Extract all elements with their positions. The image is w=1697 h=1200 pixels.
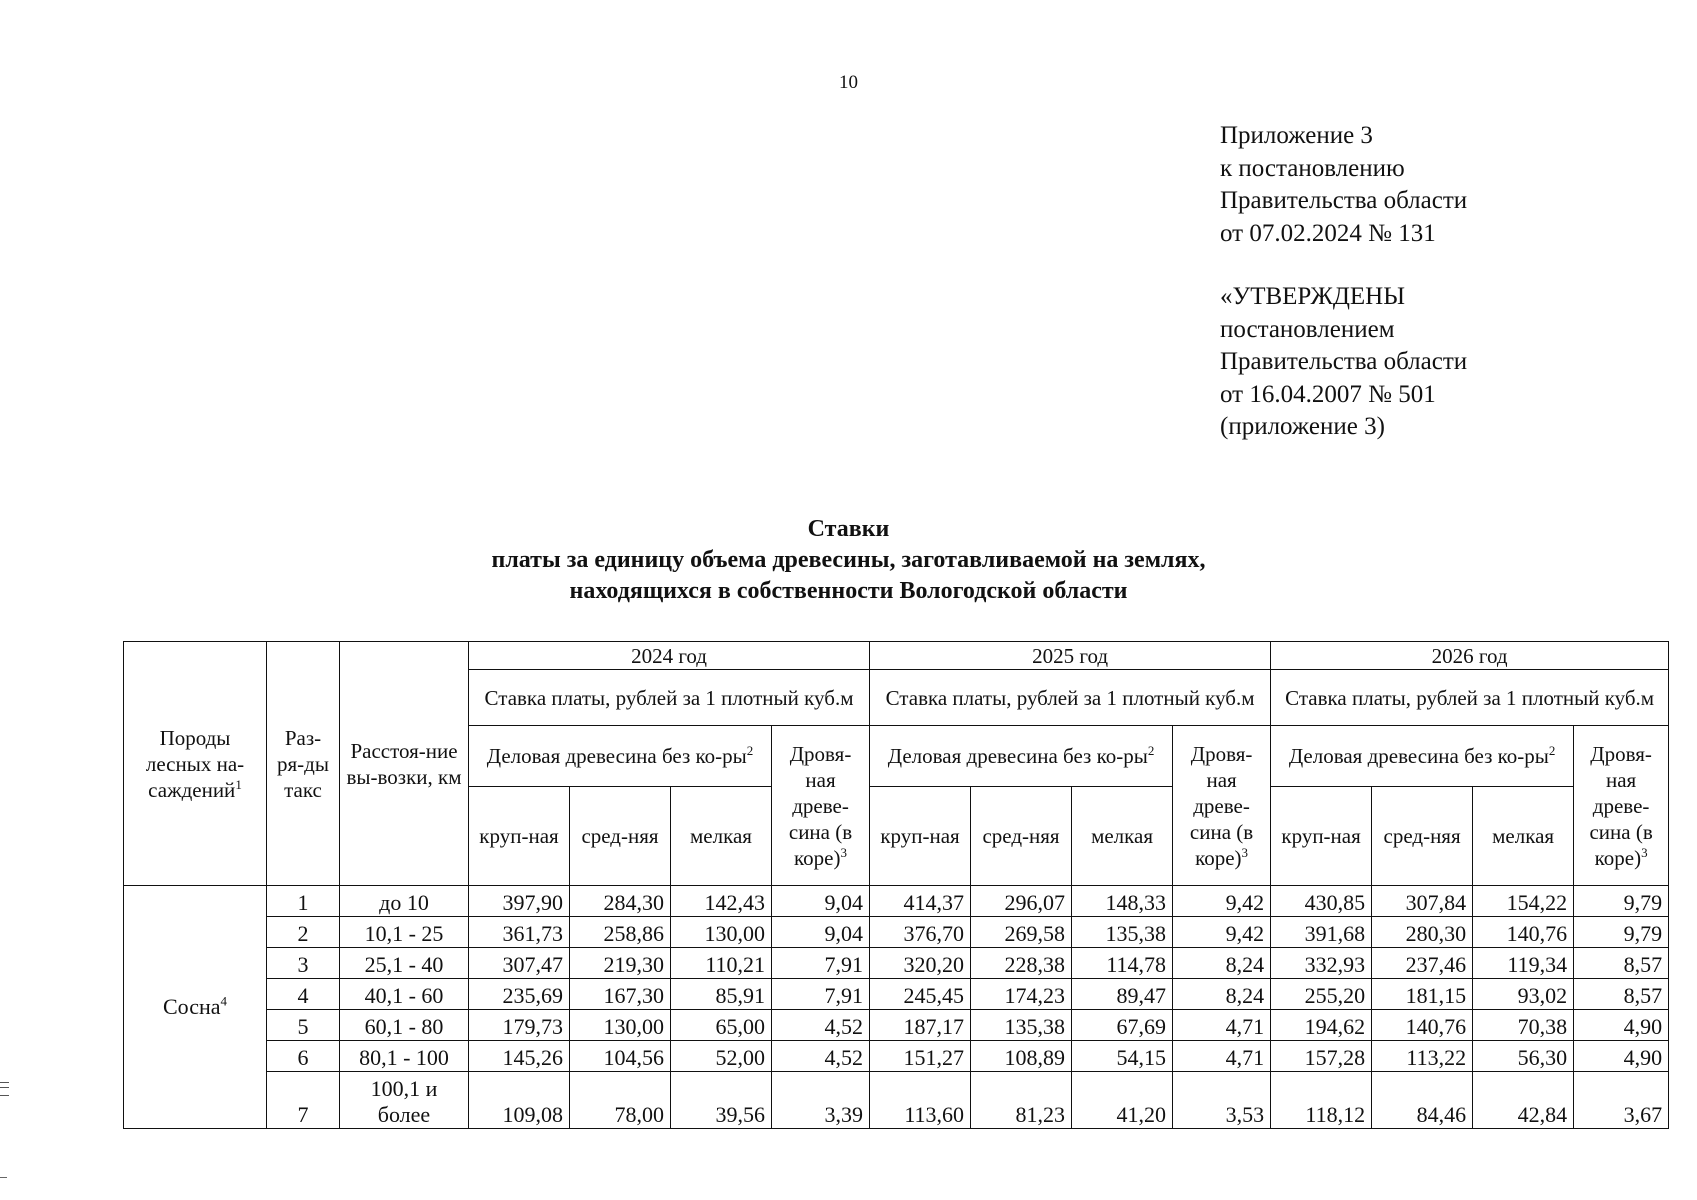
value-cell: 237,46 bbox=[1372, 948, 1473, 979]
value-cell: 81,23 bbox=[971, 1072, 1072, 1129]
value-cell: 130,00 bbox=[570, 1010, 671, 1041]
value-cell: 110,21 bbox=[671, 948, 772, 979]
value-cell: 78,00 bbox=[570, 1072, 671, 1129]
distance-cell: 80,1 - 100 bbox=[340, 1041, 469, 1072]
value-cell: 140,76 bbox=[1372, 1010, 1473, 1041]
header-medium: сред-няя bbox=[971, 787, 1072, 886]
value-cell: 376,70 bbox=[870, 917, 971, 948]
value-cell: 219,30 bbox=[570, 948, 671, 979]
header-large: круп-ная bbox=[469, 787, 570, 886]
header-large: круп-ная bbox=[1271, 787, 1372, 886]
rank-cell: 7 bbox=[267, 1072, 340, 1129]
header-business-wood: Деловая древесина без $ко-ры^2$ bbox=[870, 726, 1173, 787]
header-rate: Ставка платы, рублей за 1 плотный куб.м bbox=[870, 670, 1271, 726]
value-cell: 113,22 bbox=[1372, 1041, 1473, 1072]
appendix-line: Правительства области bbox=[1220, 187, 1468, 214]
value-cell: 9,79 bbox=[1574, 886, 1669, 917]
value-cell: 4,71 bbox=[1173, 1010, 1271, 1041]
header-firewood: Дровя-ная древе-сина (в коре)$^3$ bbox=[772, 726, 870, 886]
rank-cell: 1 bbox=[267, 886, 340, 917]
value-cell: 3,67 bbox=[1574, 1072, 1669, 1129]
value-cell: 245,45 bbox=[870, 979, 971, 1010]
header-rate: Ставка платы, рублей за 1 плотный куб.м bbox=[469, 670, 870, 726]
species-cell: Сосна$^4$ bbox=[124, 886, 267, 1129]
header-small: мелкая bbox=[1072, 787, 1173, 886]
approved-line: «УТВЕРЖДЕНЫ bbox=[1220, 283, 1406, 310]
value-cell: 89,47 bbox=[1072, 979, 1173, 1010]
rank-cell: 4 bbox=[267, 979, 340, 1010]
value-cell: 84,46 bbox=[1372, 1072, 1473, 1129]
value-cell: 4,71 bbox=[1173, 1041, 1271, 1072]
value-cell: 151,27 bbox=[870, 1041, 971, 1072]
rank-cell: 5 bbox=[267, 1010, 340, 1041]
value-cell: 391,68 bbox=[1271, 917, 1372, 948]
scan-edge-mark bbox=[0, 1082, 9, 1096]
value-cell: 167,30 bbox=[570, 979, 671, 1010]
value-cell: 4,90 bbox=[1574, 1010, 1669, 1041]
title-line: платы за единицу объема древесины, заготавливаемой на землях, bbox=[491, 547, 1206, 573]
value-cell: 85,91 bbox=[671, 979, 772, 1010]
appendix-line: от 07.02.2024 № 131 bbox=[1220, 219, 1436, 247]
header-firewood: Дровя-ная древе-сина (в коре)$^3$ bbox=[1173, 726, 1271, 886]
value-cell: 228,38 bbox=[971, 948, 1072, 979]
approved-line: постановлением bbox=[1220, 315, 1395, 343]
value-cell: 145,26 bbox=[469, 1041, 570, 1072]
scan-edge-dash bbox=[0, 1177, 7, 1178]
value-cell: 3,53 bbox=[1173, 1072, 1271, 1129]
value-cell: 142,43 bbox=[671, 886, 772, 917]
value-cell: 135,38 bbox=[1072, 917, 1173, 948]
value-cell: 280,30 bbox=[1372, 917, 1473, 948]
value-cell: 9,42 bbox=[1173, 917, 1271, 948]
value-cell: 157,28 bbox=[1271, 1041, 1372, 1072]
value-cell: 174,23 bbox=[971, 979, 1072, 1010]
table-row bbox=[124, 1041, 1669, 1072]
value-cell: 41,20 bbox=[1072, 1072, 1173, 1129]
value-cell: 430,85 bbox=[1271, 886, 1372, 917]
value-cell: 70,38 bbox=[1473, 1010, 1574, 1041]
value-cell: 135,38 bbox=[971, 1010, 1072, 1041]
value-cell: 154,22 bbox=[1473, 886, 1574, 917]
approved-line: Правительства области bbox=[1220, 348, 1468, 375]
header-large: круп-ная bbox=[870, 787, 971, 886]
value-cell: 42,84 bbox=[1473, 1072, 1574, 1129]
value-cell: 114,78 bbox=[1072, 948, 1173, 979]
rank-cell: 6 bbox=[267, 1041, 340, 1072]
value-cell: 8,24 bbox=[1173, 948, 1271, 979]
table-row bbox=[124, 979, 1669, 1010]
approved-line: от 16.04.2007 № 501 bbox=[1220, 380, 1436, 408]
value-cell: 397,90 bbox=[469, 886, 570, 917]
value-cell: 284,30 bbox=[570, 886, 671, 917]
table-row bbox=[124, 1072, 1669, 1129]
header-year: 2026 год bbox=[1271, 642, 1669, 670]
table-row bbox=[124, 1010, 1669, 1041]
value-cell: 255,20 bbox=[1271, 979, 1372, 1010]
value-cell: 414,37 bbox=[870, 886, 971, 917]
header-business-wood: Деловая древесина без $ко-ры^2$ bbox=[469, 726, 772, 787]
rank-cell: 2 bbox=[267, 917, 340, 948]
value-cell: 4,52 bbox=[772, 1041, 870, 1072]
value-cell: 307,47 bbox=[469, 948, 570, 979]
value-cell: 4,90 bbox=[1574, 1041, 1669, 1072]
distance-cell: 60,1 - 80 bbox=[340, 1010, 469, 1041]
appendix-block bbox=[1220, 120, 1467, 250]
value-cell: 320,20 bbox=[870, 948, 971, 979]
page-number: 10 bbox=[839, 72, 858, 93]
distance-cell: до 10 bbox=[340, 886, 469, 917]
appendix-line: Приложение 3 bbox=[1220, 122, 1373, 149]
value-cell: 4,52 bbox=[772, 1010, 870, 1041]
value-cell: 67,69 bbox=[1072, 1010, 1173, 1041]
header-small: мелкая bbox=[671, 787, 772, 886]
header-medium: сред-няя bbox=[570, 787, 671, 886]
value-cell: 104,56 bbox=[570, 1041, 671, 1072]
value-cell: 140,76 bbox=[1473, 917, 1574, 948]
value-cell: 258,86 bbox=[570, 917, 671, 948]
value-cell: 118,12 bbox=[1271, 1072, 1372, 1129]
value-cell: 9,04 bbox=[772, 917, 870, 948]
value-cell: 109,08 bbox=[469, 1072, 570, 1129]
distance-cell: 10,1 - 25 bbox=[340, 917, 469, 948]
value-cell: 9,04 bbox=[772, 886, 870, 917]
appendix-line: к постановлению bbox=[1220, 154, 1405, 182]
rates-table bbox=[123, 641, 1669, 1129]
value-cell: 93,02 bbox=[1473, 979, 1574, 1010]
value-cell: 52,00 bbox=[671, 1041, 772, 1072]
value-cell: 119,34 bbox=[1473, 948, 1574, 979]
value-cell: 361,73 bbox=[469, 917, 570, 948]
value-cell: 9,42 bbox=[1173, 886, 1271, 917]
value-cell: 181,15 bbox=[1372, 979, 1473, 1010]
header-medium: сред-няя bbox=[1372, 787, 1473, 886]
header-small: мелкая bbox=[1473, 787, 1574, 886]
value-cell: 39,56 bbox=[671, 1072, 772, 1129]
value-cell: 8,57 bbox=[1574, 948, 1669, 979]
value-cell: 7,91 bbox=[772, 979, 870, 1010]
value-cell: 56,30 bbox=[1473, 1041, 1574, 1072]
value-cell: 108,89 bbox=[971, 1041, 1072, 1072]
header-rate: Ставка платы, рублей за 1 плотный куб.м bbox=[1271, 670, 1669, 726]
header-distance: Расстоя-ние вы-возки, км bbox=[340, 642, 469, 886]
title-line: находящихся в собственности Вологодской области bbox=[569, 578, 1128, 604]
value-cell: 194,62 bbox=[1271, 1010, 1372, 1041]
value-cell: 296,07 bbox=[971, 886, 1072, 917]
document-title bbox=[0, 514, 1697, 607]
table-row bbox=[124, 886, 1669, 917]
value-cell: 130,00 bbox=[671, 917, 772, 948]
header-species: Породы лесных на-саждений$^1$ bbox=[124, 642, 267, 886]
title-line: Ставки bbox=[807, 516, 890, 542]
header-firewood: Дровя-ная древе-сина (в коре)$^3$ bbox=[1574, 726, 1669, 886]
value-cell: 269,58 bbox=[971, 917, 1072, 948]
approved-block bbox=[1220, 281, 1467, 444]
header-business-wood: Деловая древесина без $ко-ры^2$ bbox=[1271, 726, 1574, 787]
value-cell: 9,79 bbox=[1574, 917, 1669, 948]
value-cell: 65,00 bbox=[671, 1010, 772, 1041]
approved-line: (приложение 3) bbox=[1220, 413, 1385, 440]
rank-cell: 3 bbox=[267, 948, 340, 979]
value-cell: 187,17 bbox=[870, 1010, 971, 1041]
value-cell: 54,15 bbox=[1072, 1041, 1173, 1072]
table-row bbox=[124, 948, 1669, 979]
value-cell: 113,60 bbox=[870, 1072, 971, 1129]
value-cell: 8,24 bbox=[1173, 979, 1271, 1010]
value-cell: 235,69 bbox=[469, 979, 570, 1010]
header-year: 2025 год bbox=[870, 642, 1271, 670]
value-cell: 179,73 bbox=[469, 1010, 570, 1041]
header-rank: Раз-ря-ды такс bbox=[267, 642, 340, 886]
header-year: 2024 год bbox=[469, 642, 870, 670]
value-cell: 3,39 bbox=[772, 1072, 870, 1129]
distance-cell: 25,1 - 40 bbox=[340, 948, 469, 979]
value-cell: 332,93 bbox=[1271, 948, 1372, 979]
value-cell: 8,57 bbox=[1574, 979, 1669, 1010]
value-cell: 307,84 bbox=[1372, 886, 1473, 917]
value-cell: 7,91 bbox=[772, 948, 870, 979]
distance-cell: 100,1 и более bbox=[340, 1072, 469, 1129]
table-row bbox=[124, 917, 1669, 948]
value-cell: 148,33 bbox=[1072, 886, 1173, 917]
distance-cell: 40,1 - 60 bbox=[340, 979, 469, 1010]
